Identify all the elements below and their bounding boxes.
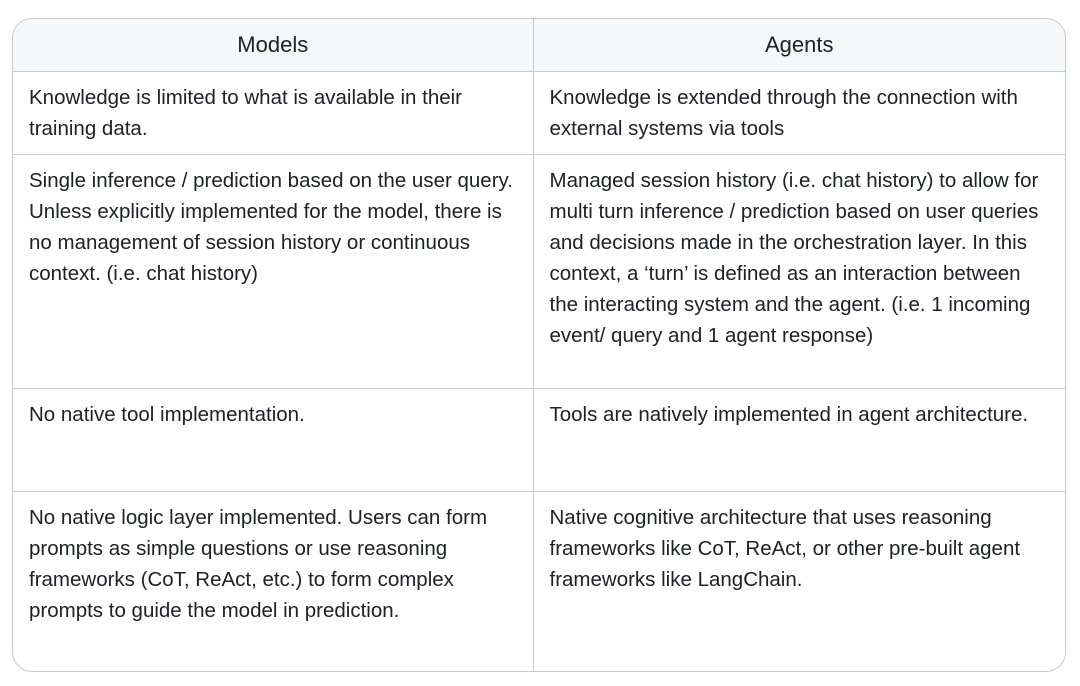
cell-models-logic: No native logic layer implemented. Users can form prompts as simple questions or use reasoning frameworks (CoT, ReAct, etc.) to form complex prompts to guide the model in prediction. xyxy=(13,492,533,672)
cell-models-session: Single inference / prediction based on the user query. Unless explicitly implemented for the model, there is no management of session history or continuous context. (i.e. chat history) xyxy=(13,155,533,389)
table-row xyxy=(13,72,1065,155)
table-row xyxy=(13,389,1065,492)
cell-models-tools: No native tool implementation. xyxy=(13,389,533,492)
cell-agents-session: Managed session history (i.e. chat history) to allow for multi turn inference / prediction based on user queries and decisions made in the orchestration layer. In this context, a ‘turn’ is defined as an interaction between the interacting system and the agent. (i.e. 1 incoming event/ query and 1 agent response) xyxy=(533,155,1065,389)
table-row xyxy=(13,492,1065,672)
header-models: Models xyxy=(13,19,533,72)
header-agents: Agents xyxy=(533,19,1065,72)
cell-agents-knowledge: Knowledge is extended through the connection with external systems via tools xyxy=(533,72,1065,155)
comparison-table-container xyxy=(12,18,1066,672)
cell-agents-logic: Native cognitive architecture that uses reasoning frameworks like CoT, ReAct, or other pre-built agent frameworks like LangChain. xyxy=(533,492,1065,672)
table-row xyxy=(13,155,1065,389)
table-body xyxy=(13,72,1065,672)
table-header xyxy=(13,19,1065,72)
cell-agents-tools: Tools are natively implemented in agent architecture. xyxy=(533,389,1065,492)
models-vs-agents-table xyxy=(13,19,1065,671)
cell-models-knowledge: Knowledge is limited to what is available in their training data. xyxy=(29,86,463,140)
header-row xyxy=(13,19,1065,72)
